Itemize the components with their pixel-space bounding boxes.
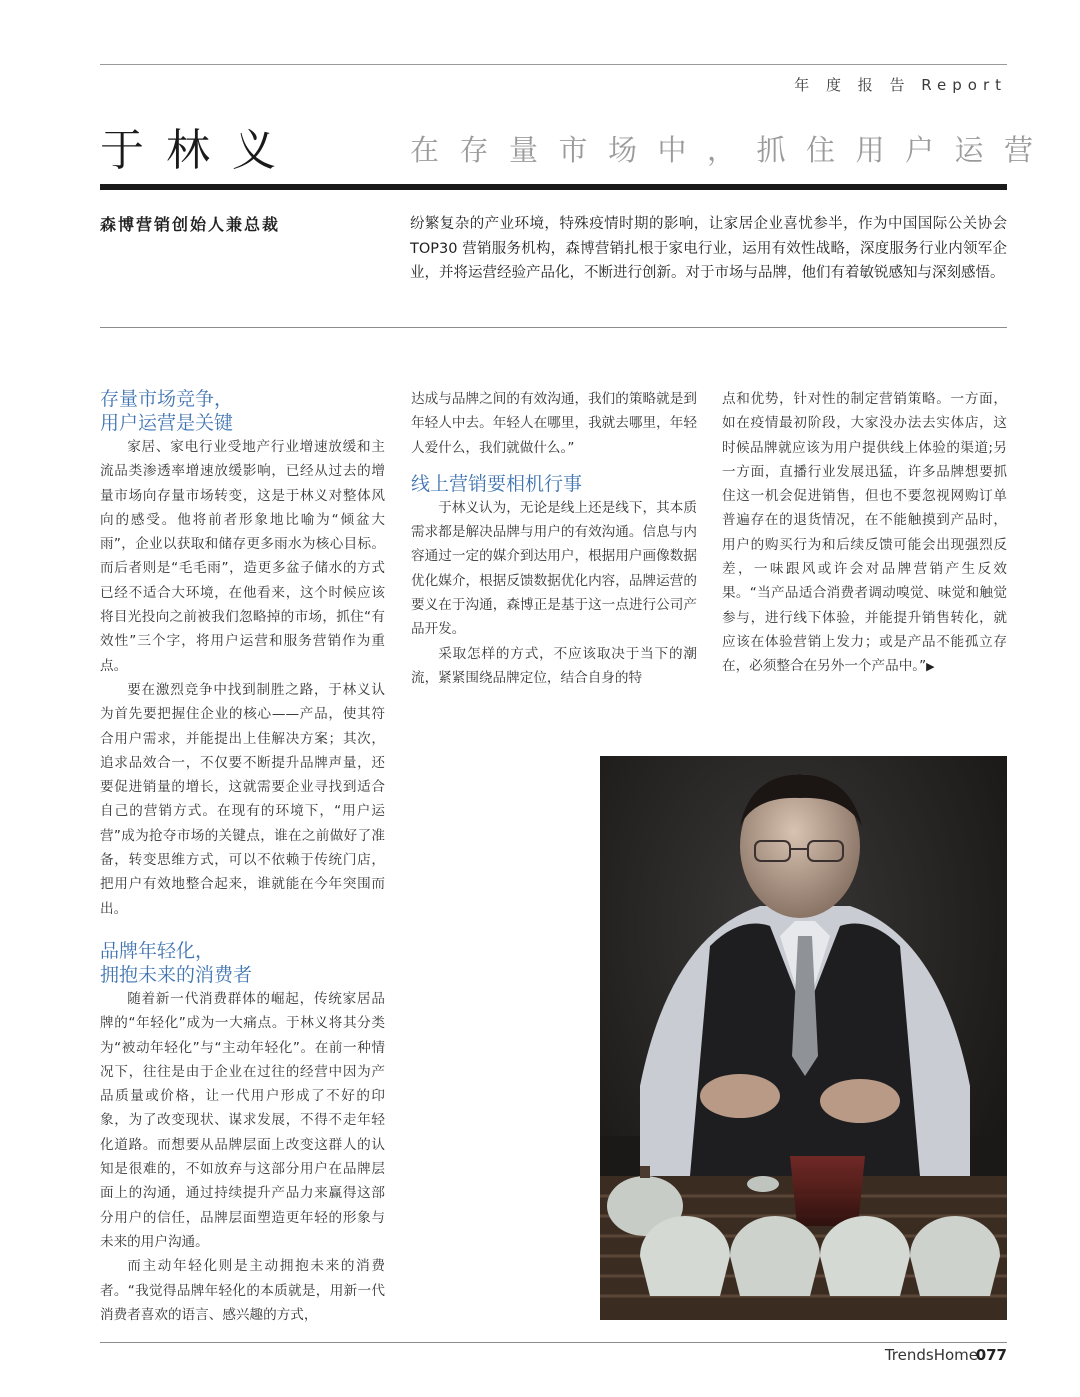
body-paragraph: 要在激烈竞争中找到制胜之路，于林义认为首先要把握住企业的核心——产品，使其符合用户需求，并能提出上佳解决方案；其次，追求品效合一，不仅要不断提升品牌声量，还要促进销量的增长，这就需要企业寻找到适合自己的营销方式。在现有的环境下，“用户运营”成为抢夺市场的关键点，谁在之前做好了准备，转变思维方式，可以不依赖于传统门店，把用户有效地整合起来，谁就能在今年突围而出。 <box>100 681 385 917</box>
page-number: 077 <box>975 1346 1007 1364</box>
body-paragraph: 而主动年轻化则是主动拥抱未来的消费者。“我觉得品牌年轻化的本质就是，用新一代消费者喜欢的语言、感兴趣的方式， <box>100 1258 385 1323</box>
interviewee-role: 森博营销创始人兼总裁 <box>100 215 281 234</box>
intro-divider <box>100 327 1007 328</box>
article-headline: 在存量市场中，抓住用户运营 <box>410 133 1054 167</box>
section-heading: 存量市场竞争， 用户运营是关键 <box>100 388 234 434</box>
column-1 <box>100 387 385 1327</box>
column-2 <box>411 387 697 690</box>
portrait-photo <box>600 756 1007 1320</box>
column-3 <box>722 387 1007 680</box>
top-divider <box>100 64 1007 65</box>
report-label: 年 度 报 告 Report <box>794 76 1007 94</box>
section-heading: 品牌年轻化， 拥抱未来的消费者 <box>100 939 253 986</box>
interviewee-name: 于林义 <box>100 125 298 176</box>
header-divider <box>100 184 1007 190</box>
intro-paragraph: 纷繁复杂的产业环境，特殊疫情时期的影响，让家居企业喜忧参半，作为中国国际公关协会 TOP30 营销服务机构，森博营销扎根于家电行业，运用有效性战略，深度服务行业内领军企业，并将运营经验产品化，不断进行创新。对于市场与品牌，他们有着敏锐感知与深刻感悟。 <box>410 216 1007 281</box>
body-paragraph: 达成与品牌之间的有效沟通，我们的策略就是到年轻人中去。年轻人在哪里，我就去哪里，年轻人爱什么，我们就做什么。” <box>411 391 697 456</box>
body-paragraph: 随着新一代消费群体的崛起，传统家居品牌的“年轻化”成为一大痛点。于林义将其分类为“被动年轻化”与“主动年轻化”。在前一种情况下，往往是由于企业在过往的经营中因为产品质量或价格，让一代用户形成了不好的印象，为了改变现状、谋求发展，不得不走年轻化道路。而想要从品牌层面上改变这群人的认知是很难的，不如放弃与这部分用户在品牌层面上的沟通，通过持续提升产品力来赢得这部分用户的信任，品牌层面塑造更年轻的形象与未来的用户沟通。 <box>100 990 385 1250</box>
continue-arrow-icon: ▶ <box>926 660 935 674</box>
body-paragraph: 家居、家电行业受地产行业增速放缓和主流品类渗透率增速放缓影响，已经从过去的增量市场向存量市场转变，这是于林义对整体风向的感受。他将前者形象地比喻为“倾盆大雨”，企业以获取和储存更多雨水为核心目标。而后者则是“毛毛雨”，造更多盆子储水的方式已经不适合大环境，在他看来，这个时候应该将目光投向之前被我们忽略掉的市场，抓住“有效性”三个字，将用户运营和服务营销作为重点。 <box>100 439 385 674</box>
body-paragraph: 于林义认为，无论是线上还是线下，其本质需求都是解决品牌与用户的有效沟通。信息与内容通过一定的媒介到达用户，根据用户画像数据优化媒介，根据反馈数据优化内容，品牌运营的要义在于沟通，森博正是基于这一点进行公司产品开发。 <box>411 499 697 638</box>
section-heading: 线上营销要相机行事 <box>411 472 583 495</box>
body-paragraph: 采取怎样的方式，不应该取决于当下的潮流，紧紧围绕品牌定位，结合自身的特 <box>411 645 697 686</box>
footer-divider <box>100 1342 1007 1343</box>
magazine-brand: TrendsHome <box>884 1346 978 1364</box>
body-paragraph: 点和优势，针对性的制定营销策略。一方面，如在疫情最初阶段，大家没办法去实体店，这时候品牌就应该为用户提供线上体验的渠道;另一方面，直播行业发展迅猛，许多品牌想要抓住这一机会促进销售，但也不要忽视网购订单普遍存在的退货情况，在不能触摸到产品时，用户的购买行为和后续反馈可能会出现强烈反差，一味跟风或许会对品牌营销产生反效果。“当产品适合消费者调动嗅觉、味觉和触觉参与，进行线下体验，并能提升销售转化，就应该在体验营销上发力；或是产品不能孤立存在，必须整合在另外一个产品中。”▶ <box>722 391 1007 675</box>
